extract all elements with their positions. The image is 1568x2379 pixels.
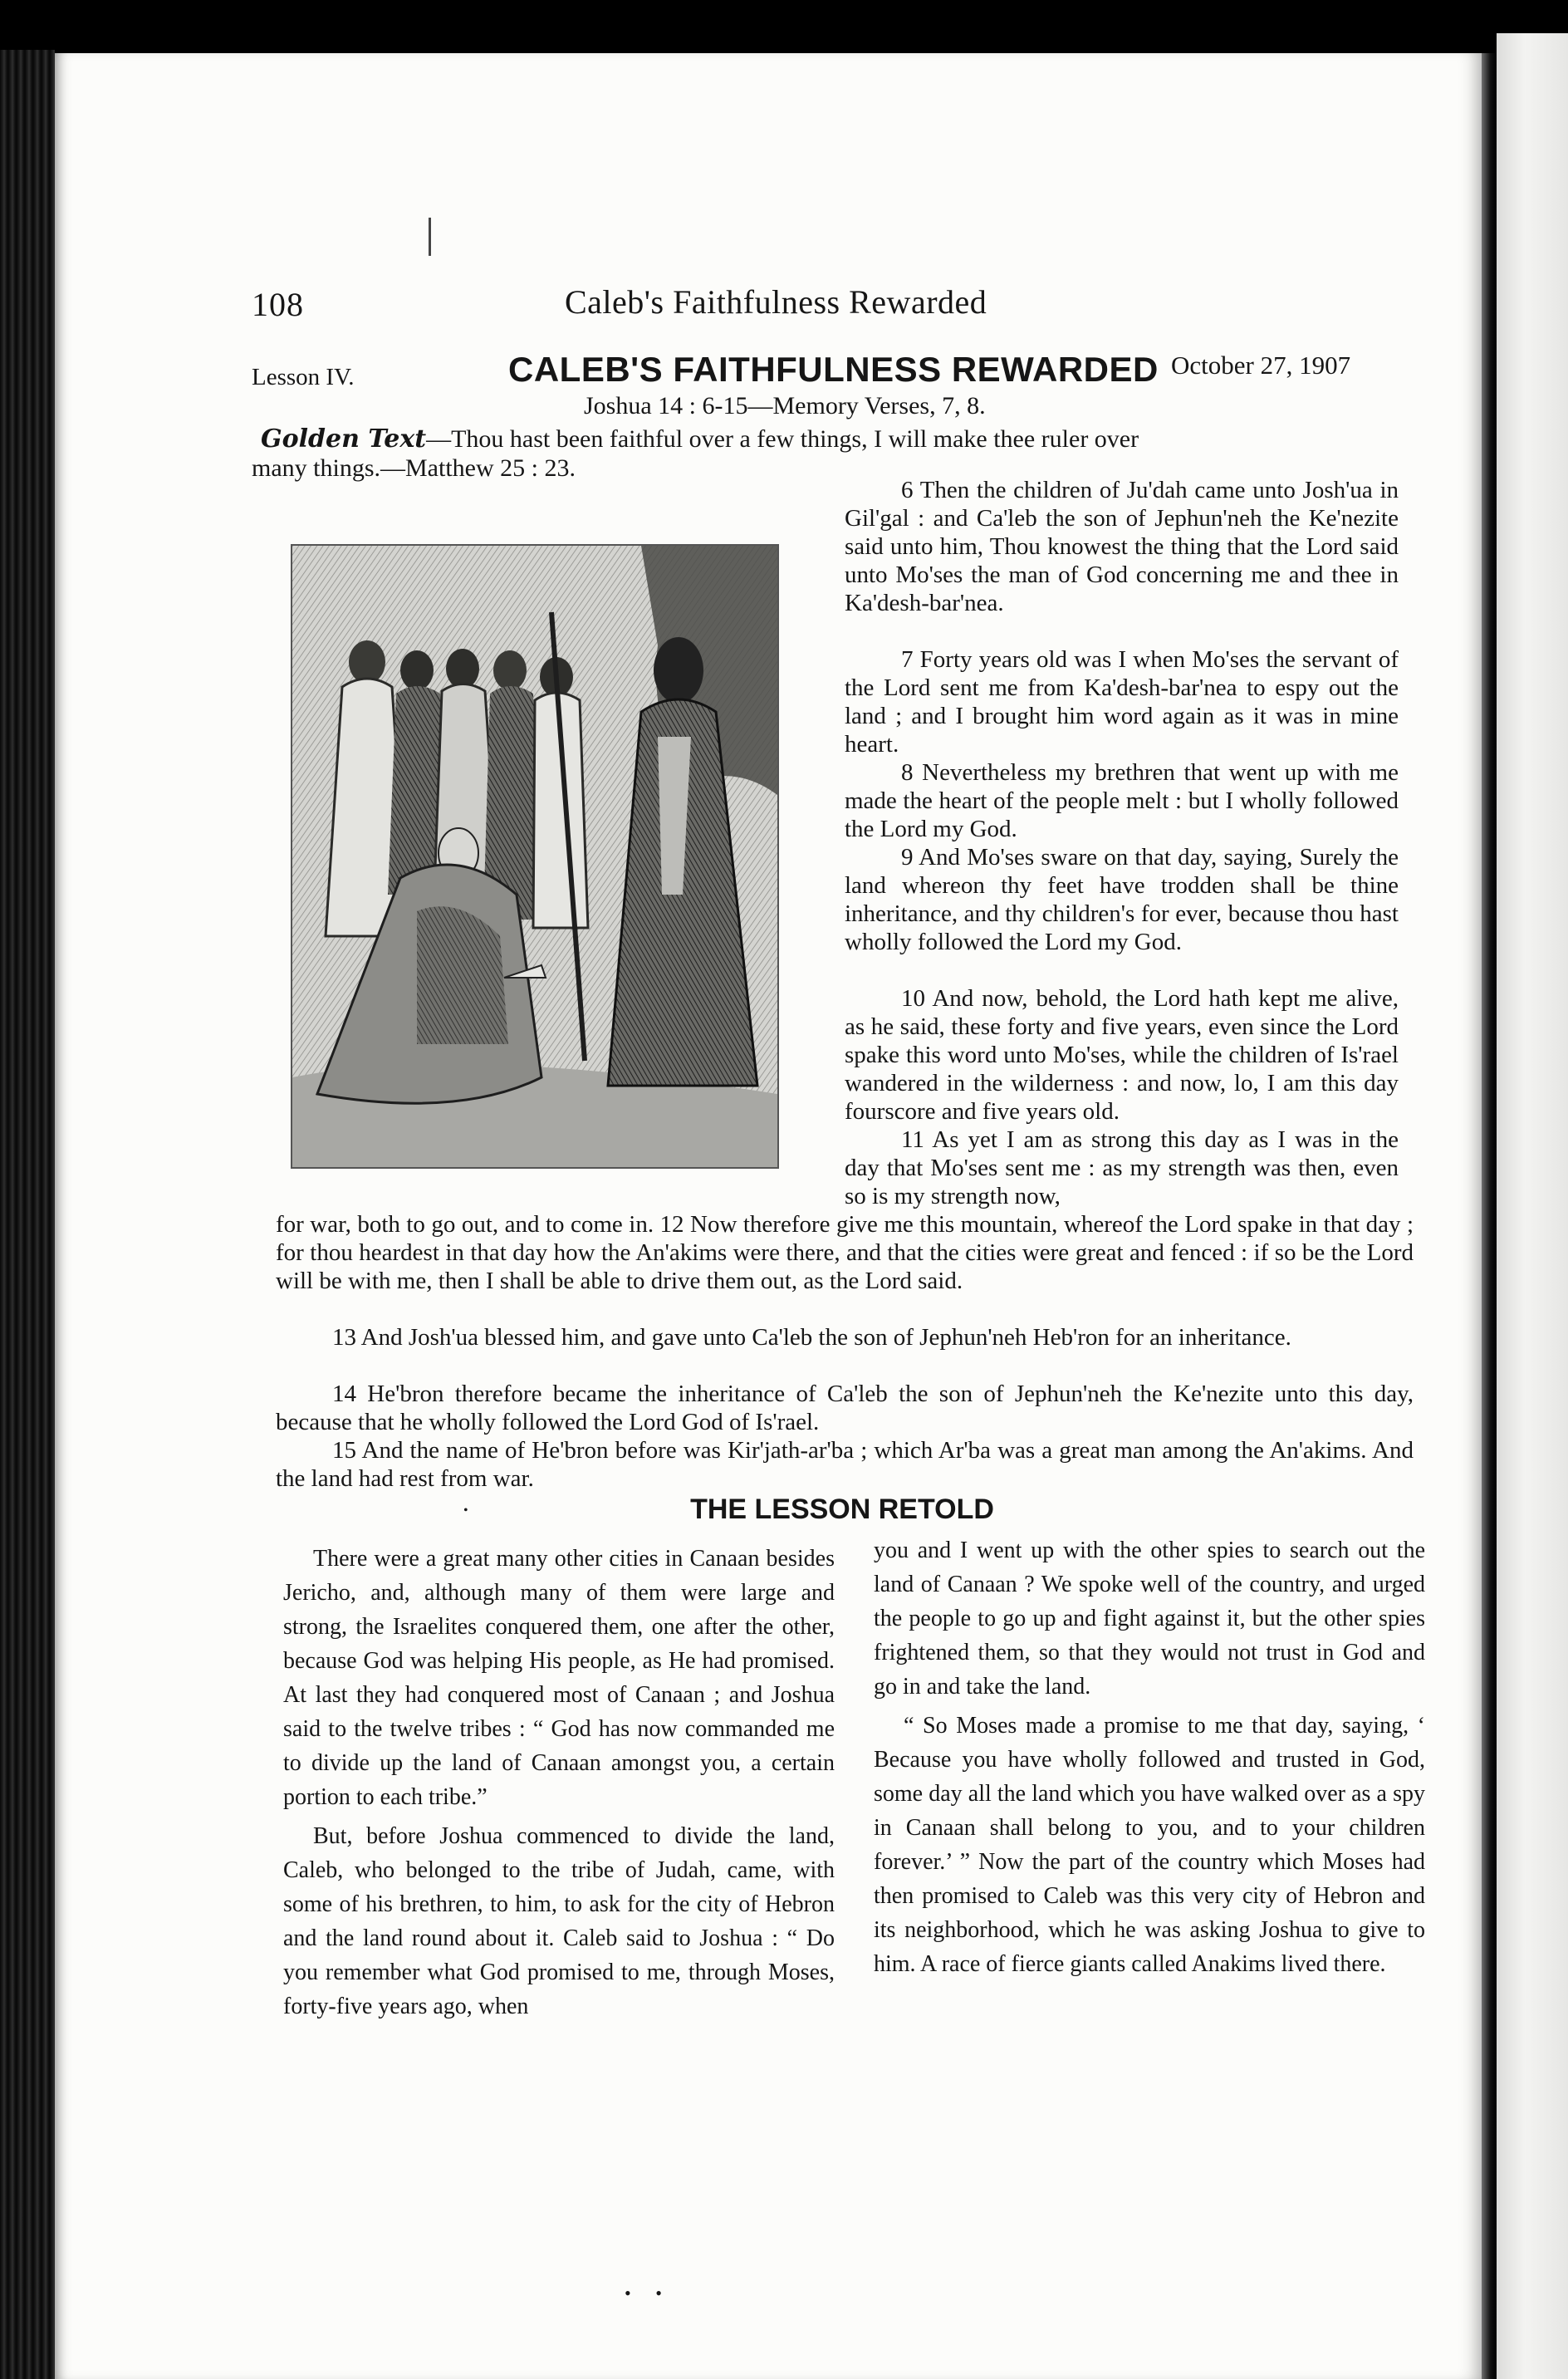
verse-15: 15 And the name of He'bron before was Kir'jath-ar'ba ; which Ar'ba was a great man among the An'akims. And the land had rest from war.: [276, 1437, 1414, 1492]
lesson-title: CALEB'S FAITHFULNESS REWARDED: [508, 350, 1159, 389]
verse-11: 11 As yet I am as strong this day as I was in the day that Mo'ses sent me : as my strength was then, even so is my strength now,: [845, 1126, 1399, 1209]
scripture-reference: Joshua 14 : 6-15—Memory Verses, 7, 8.: [584, 392, 986, 419]
verse-14: 14 He'bron therefore became the inheritance of Ca'leb the son of Jephun'neh the Ke'nezite unto this day, because that he wholly followed the Lord God of Is'rael.: [276, 1381, 1414, 1435]
verse-13: 13 And Josh'ua blessed him, and gave unto Ca'leb the son of Jephun'neh Heb'ron for an inheritance.: [332, 1324, 1291, 1351]
golden-text-label: Golden Text: [261, 424, 427, 454]
page-gutter-shadow: [1482, 53, 1497, 2379]
verse-10: 10 And now, behold, the Lord hath kept me alive, as he said, these forty and five years, even since the Lord spake this word unto Mo'ses, while the children of Is'rael wandered in the wilderness : and now, lo, I am this day fourscore and five years old.: [845, 985, 1399, 1125]
retold-paragraph-3: you and I went up with the other spies to search out the land of Canaan ? We spoke well of the country, and urged the people to go up and fight against it, but the other spies frightened them, so that they would not trust in God and go in and take the land.: [874, 1538, 1425, 1700]
bottom-print-marks: • •: [625, 2283, 672, 2303]
golden-text-line1: —Thou hast been faithful over a few things, I will make thee ruler over: [426, 425, 1139, 453]
retold-right-column: [874, 1533, 1425, 1986]
lesson-number: Lesson IV.: [252, 364, 355, 390]
verse-6: 6 Then the children of Ju'dah came unto Josh'ua in Gil'gal : and Ca'leb the son of Jephun'neh the Ke'nezite said unto him, Thou knowest the thing that the Lord said unto Mo'ses the man of God concerning me and thee in Ka'desh-bar'nea.: [845, 477, 1399, 616]
verse-8: 8 Nevertheless my brethren that went up with me made the heart of the people melt : but I wholly followed the Lord my God.: [845, 759, 1399, 842]
illustration-engraving: [292, 546, 777, 1167]
verse-7: 7 Forty years old was I when Mo'ses the servant of the Lord sent me from Ka'desh-bar'nea to espy out the land ; and I brought him word again as it was in mine heart.: [845, 646, 1399, 758]
golden-text-line2: many things.—Matthew 25 : 23.: [252, 454, 576, 482]
lesson-date: October 27, 1907: [1171, 351, 1351, 380]
verse-9: 9 And Mo'ses sware on that day, saying, Surely the land whereon thy feet have trodden shall be thine inheritance, and thy children's for ever, because thou hast wholly followed the Lord my God.: [845, 844, 1399, 955]
facing-page-edge: [1497, 33, 1568, 2379]
lesson-illustration: [291, 544, 779, 1169]
golden-text: [261, 426, 1390, 453]
pencil-mark: [429, 218, 431, 256]
retold-left-column: [283, 1542, 835, 2028]
retold-paragraph-1: There were a great many other cities in Canaan besides Jericho, and, although many of them were large and strong, the Israelites conquered them, one after the other, because God was helping His people, as He had promised. At last they had conquered most of Canaan ; and Joshua said to the twelve tribes : “ God has now commanded me to divide up the land of Canaan amongst you, a certain portion to each tribe.”: [283, 1546, 835, 1810]
retold-paragraph-4: “ So Moses made a promise to me that day, saying, ‘ Because you have wholly followed and trusted in God, some day all the land which you have walked over as a spy in Canaan shall belong to you, and to your children forever.’ ” Now the part of the country which Moses had then promised to Caleb was this very city of Hebron and its neighborhood, which he was asking Joshua to give to him. A race of fierce giants called Anakims lived there.: [874, 1713, 1425, 1977]
scan-top-border: [0, 0, 1568, 56]
running-head: Caleb's Faithfulness Rewarded: [565, 283, 987, 321]
book-spine-edge: [0, 50, 55, 2379]
page-number: 108: [252, 286, 304, 323]
verse-11-12: for war, both to go out, and to come in. 12 Now therefore give me this mountain, whereof the Lord spake in that day ; for thou heardest in that day how the An'akims were there, and that the cities were great and fenced : if so be the Lord will be with me, then I shall be able to drive them out, as the Lord said.: [276, 1211, 1414, 1294]
print-speck: •: [463, 1503, 468, 1518]
retold-paragraph-2: But, before Joshua commenced to divide the land, Caleb, who belonged to the tribe of Judah, came, with some of his brethren, to him, to ask for the city of Hebron and the land round about it. Caleb said to Joshua : “ Do you remember what God promised to me, through Moses, forty-five years ago, when: [283, 1823, 835, 2019]
retold-title: THE LESSON RETOLD: [690, 1494, 994, 1525]
